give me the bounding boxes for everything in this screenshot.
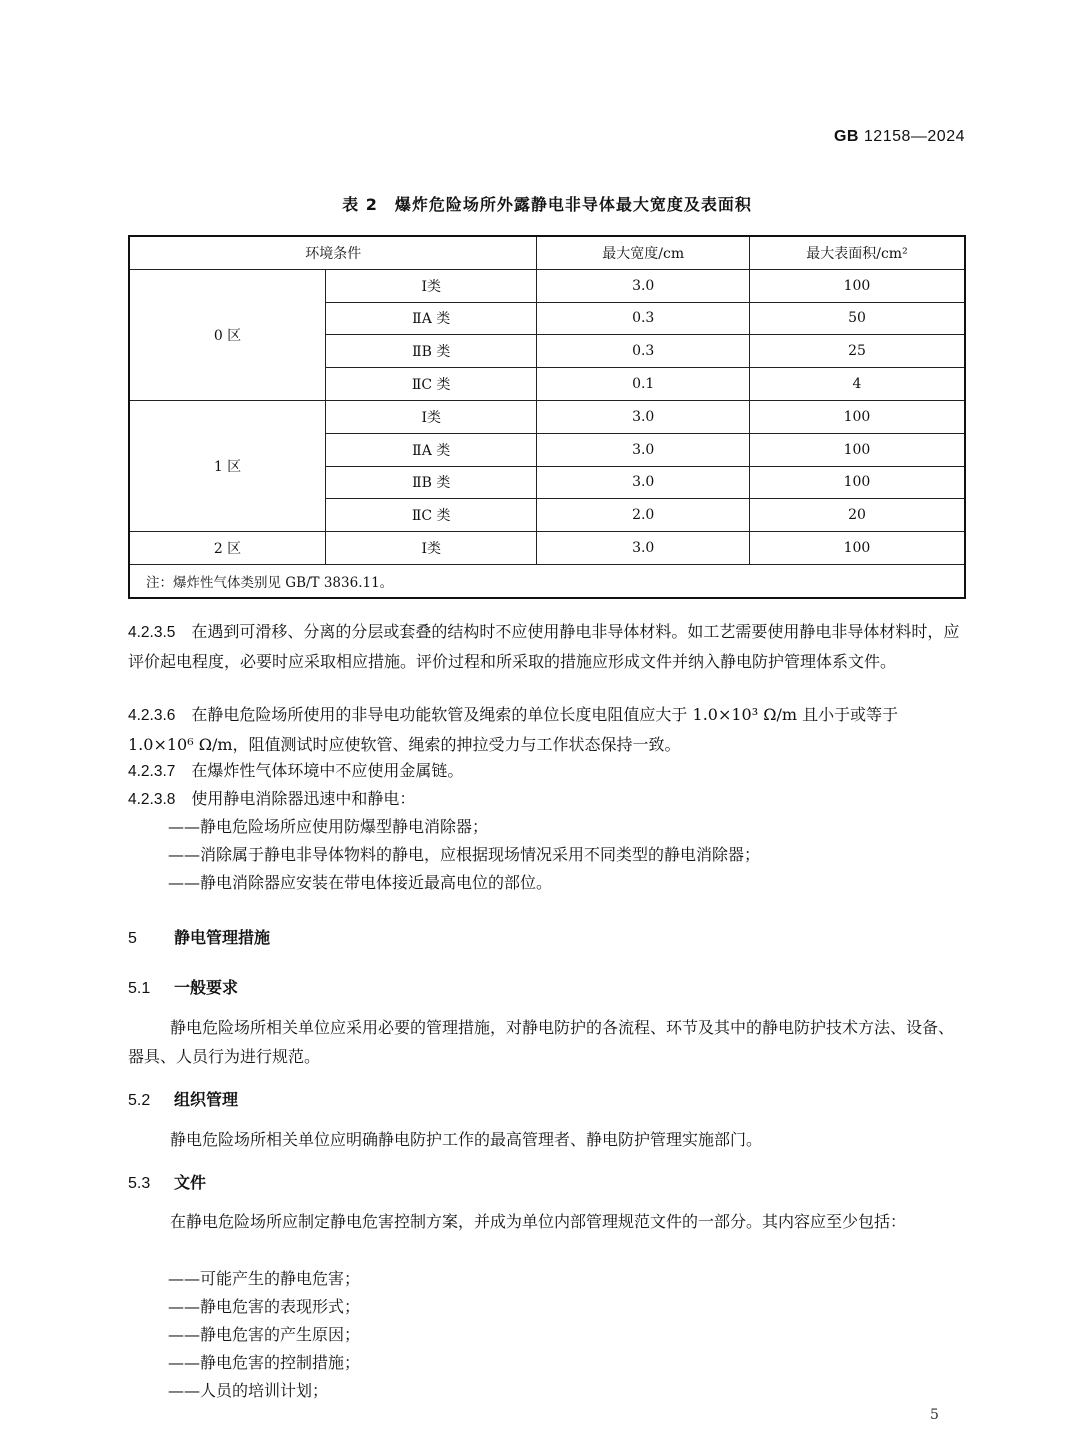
list-item: ——消除属于静电非导体物料的静电，应根据现场情况采用不同类型的静电消除器； (168, 845, 761, 864)
zone-cell: 0 区 (129, 269, 325, 400)
width-cell: 0.1 (537, 368, 750, 401)
section-title: 文件 (174, 1173, 207, 1192)
width-cell: 3.0 (537, 532, 750, 565)
table-row (129, 532, 965, 565)
zone-cell: 2 区 (129, 532, 325, 565)
area-cell: 20 (749, 499, 965, 532)
clause-text: 在静电危险场所使用的非导电功能软管及绳索的单位长度电阻值应大于 1.0×10³ Ω/m 且小于或等于 1.0×10⁶ Ω/m，阻值测试时应使软管、绳索的抻拉受力与工作状态保持一致。 (128, 705, 899, 754)
width-cell: 3.0 (537, 433, 750, 466)
table-row (129, 269, 965, 302)
class-cell: ⅡA 类 (325, 302, 536, 335)
class-cell: Ⅰ类 (325, 532, 536, 565)
table-title: 表 2 爆炸危险场所外露静电非导体最大宽度及表面积 (342, 195, 752, 214)
section-5-2-heading (128, 1087, 238, 1110)
section-number: 5.2 (128, 1092, 151, 1109)
class-cell: Ⅰ类 (325, 269, 536, 302)
section-5-3-text: 在静电危险场所应制定静电危害控制方案，并成为单位内部管理规范文件的一部分。其内容应至少包括： (170, 1212, 907, 1231)
section-5-3-heading (128, 1170, 206, 1193)
list-item: ——静电危险场所应使用防爆型静电消除器； (168, 817, 489, 836)
standard-prefix: GB (833, 128, 859, 145)
clause-number: 4.2.3.6 (128, 707, 176, 724)
list-item: ——静电危害的表现形式； (168, 1297, 361, 1316)
zone-cell: 1 区 (129, 400, 325, 531)
section-title: 组织管理 (174, 1090, 239, 1109)
clause-text: 在遇到可滑移、分离的分层或套叠的结构时不应使用静电非导体材料。如工艺需要使用静电非导体材料时，应评价起电程度，必要时应采取相应措施。评价过程和所采取的措施应形成文件并纳入静电防护管理体系文件。 (128, 622, 960, 671)
clause-number: 4.2.3.8 (128, 791, 176, 808)
area-cell: 100 (749, 400, 965, 433)
standard-number (700, 128, 965, 146)
section-title: 静电管理措施 (174, 928, 271, 947)
list-item: ——人员的培训计划； (168, 1381, 329, 1400)
clause-4-2-3-8 (128, 784, 966, 814)
table-row (129, 400, 965, 433)
width-cell: 3.0 (537, 269, 750, 302)
clause-number: 4.2.3.5 (128, 624, 176, 641)
list-item: ——静电消除器应安装在带电体接近最高电位的部位。 (168, 873, 553, 892)
area-cell: 25 (749, 335, 965, 368)
page-number: 5 (930, 1407, 939, 1423)
area-cell: 100 (749, 269, 965, 302)
area-cell: 50 (749, 302, 965, 335)
width-cell: 2.0 (537, 499, 750, 532)
table-note-row (129, 564, 965, 598)
section-5-heading (128, 925, 270, 948)
area-cell: 100 (749, 433, 965, 466)
section-number: 5.3 (128, 1175, 151, 1192)
clause-4-2-3-6 (128, 700, 966, 759)
class-cell: ⅡB 类 (325, 335, 536, 368)
list-item: ——静电危害的产生原因； (168, 1325, 361, 1344)
class-cell: ⅡA 类 (325, 433, 536, 466)
header-max-area: 最大表面积/cm² (749, 236, 965, 269)
section-number: 5 (128, 930, 137, 947)
table-2 (128, 235, 966, 599)
width-cell: 0.3 (537, 302, 750, 335)
section-5-2-text: 静电危险场所相关单位应明确静电防护工作的最高管理者、静电防护管理实施部门。 (170, 1130, 763, 1149)
width-cell: 0.3 (537, 335, 750, 368)
header-max-width: 最大宽度/cm (537, 236, 750, 269)
list-item: ——静电危害的控制措施； (168, 1353, 361, 1372)
class-cell: ⅡB 类 (325, 466, 536, 499)
header-environment: 环境条件 (129, 236, 537, 269)
class-cell: ⅡC 类 (325, 499, 536, 532)
clause-4-2-3-5 (128, 617, 966, 676)
clause-text: 使用静电消除器迅速中和静电： (191, 789, 416, 808)
width-cell: 3.0 (537, 400, 750, 433)
clause-4-2-3-7 (128, 756, 966, 786)
clause-number: 4.2.3.7 (128, 763, 176, 780)
section-title: 一般要求 (174, 978, 239, 997)
section-number: 5.1 (128, 980, 151, 997)
section-5-1-text: 静电危险场所相关单位应采用必要的管理措施，对静电防护的各流程、环节及其中的静电防护技术方法、设备、器具、人员行为进行规范。 (128, 1018, 955, 1066)
section-5-1-heading (128, 975, 238, 998)
standard-code: 12158—2024 (863, 128, 965, 145)
area-cell: 4 (749, 368, 965, 401)
width-cell: 3.0 (537, 466, 750, 499)
table-header-row (129, 236, 965, 269)
class-cell: ⅡC 类 (325, 368, 536, 401)
area-cell: 100 (749, 532, 965, 565)
clause-text: 在爆炸性气体环境中不应使用金属链。 (191, 761, 464, 780)
area-cell: 100 (749, 466, 965, 499)
class-cell: Ⅰ类 (325, 400, 536, 433)
list-item: ——可能产生的静电危害； (168, 1269, 361, 1288)
table-note: 注：爆炸性气体类别见 GB/T 3836.11。 (129, 564, 965, 598)
